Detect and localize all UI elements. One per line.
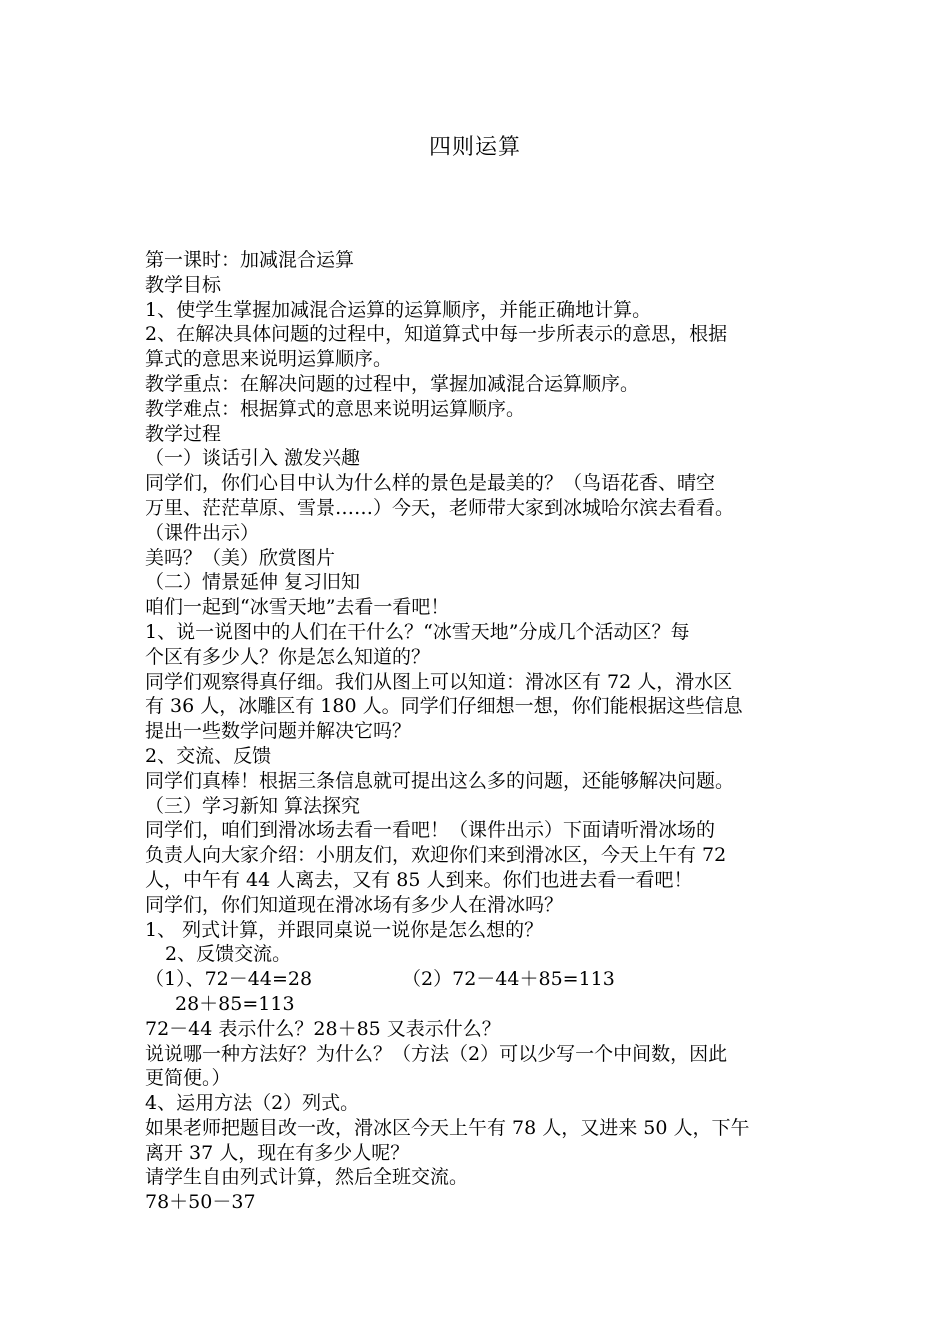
paragraph-line: 万里、茫茫草原、雪景……）今天，老师带大家到冰城哈尔滨去看看。 bbox=[145, 496, 735, 519]
document-body bbox=[145, 248, 825, 1215]
paragraph-line: 个区有多少人？你是怎么知道的？ bbox=[145, 645, 431, 668]
paragraph-line: 2、反馈交流。 bbox=[165, 943, 292, 966]
paragraph-line: 1、使学生掌握加减混合运算的运算顺序，并能正确地计算。 bbox=[145, 298, 652, 321]
paragraph-line: 同学们，你们知道现在滑冰场有多少人在滑冰吗？ bbox=[145, 893, 564, 916]
paragraph-line: 1、 列式计算，并跟同桌说一说你是怎么想的？ bbox=[145, 918, 544, 941]
paragraph-line: 离开 37 人，现在有多少人呢？ bbox=[145, 1141, 410, 1164]
paragraph-line: 同学们，你们心目中认为什么样的景色是最美的？（鸟语花香、晴空 bbox=[145, 472, 716, 495]
paragraph-line: （课件出示） bbox=[145, 521, 260, 544]
subsection-heading: （二）情景延伸 复习旧知 bbox=[145, 571, 361, 594]
calculation-expression: 78＋50－37 bbox=[145, 1191, 256, 1214]
paragraph-line: 4、运用方法（2）列式。 bbox=[145, 1092, 360, 1115]
calculation-step: 28＋85=113 bbox=[175, 992, 295, 1015]
paragraph-line: 咱们一起到“冰雪天地”去看一看吧！ bbox=[145, 596, 450, 619]
paragraph-line: 1、说一说图中的人们在干什么？“冰雪天地”分成几个活动区？每 bbox=[145, 620, 690, 643]
paragraph-line: 更简便。） bbox=[145, 1067, 231, 1090]
paragraph-line: 负责人向大家介绍：小朋友们，欢迎你们来到滑冰区，今天上午有 72 bbox=[145, 844, 727, 867]
paragraph-line: 说说哪一种方法好？为什么？（方法（2）可以少写一个中间数，因此 bbox=[145, 1042, 728, 1065]
paragraph-line: 同学们真棒！根据三条信息就可提出这么多的问题，还能够解决问题。 bbox=[145, 769, 735, 792]
paragraph-line: 2、交流、反馈 bbox=[145, 744, 272, 767]
paragraph-line: 提出一些数学问题并解决它吗？ bbox=[145, 720, 412, 743]
subsection-heading: （三）学习新知 算法探究 bbox=[145, 794, 361, 817]
section-heading: 教学目标 bbox=[145, 273, 222, 296]
paragraph-line: 教学难点：根据算式的意思来说明运算顺序。 bbox=[145, 397, 526, 420]
paragraph-line: 如果老师把题目改一改，滑冰区今天上午有 78 人，又进来 50 人，下午 bbox=[145, 1116, 750, 1139]
section-heading: 教学过程 bbox=[145, 422, 222, 445]
paragraph-line: 同学们观察得真仔细。我们从图上可以知道：滑冰区有 72 人，滑水区 bbox=[145, 670, 733, 693]
paragraph-line: 有 36 人，冰雕区有 180 人。同学们仔细想一想，你们能根据这些信息 bbox=[145, 695, 743, 718]
paragraph-line: 2、在解决具体问题的过程中，知道算式中每一步所表示的意思，根据 bbox=[145, 323, 728, 346]
subsection-heading: （一）谈话引入 激发兴趣 bbox=[145, 447, 361, 470]
calculation-method-1: （1）、72－44=28 bbox=[145, 968, 313, 991]
paragraph-line: 教学重点：在解决问题的过程中，掌握加减混合运算顺序。 bbox=[145, 372, 640, 395]
paragraph-line: 同学们，咱们到滑冰场去看一看吧！（课件出示）下面请听滑冰场的 bbox=[145, 819, 716, 842]
paragraph-line: 72－44 表示什么？28＋85 又表示什么？ bbox=[145, 1017, 501, 1040]
calculation-row bbox=[145, 967, 825, 992]
document-title: 四则运算 bbox=[428, 135, 521, 160]
lesson-heading: 第一课时：加减混合运算 bbox=[145, 249, 355, 271]
paragraph-line: 请学生自由列式计算，然后全班交流。 bbox=[145, 1166, 469, 1189]
paragraph-line: 美吗？（美）欣赏图片 bbox=[145, 546, 336, 569]
calculation-method-2: （2）72－44＋85=113 bbox=[402, 968, 615, 991]
paragraph-line: 人，中午有 44 人离去，又有 85 人到来。你们也进去看一看吧！ bbox=[145, 868, 693, 891]
paragraph-line: 算式的意思来说明运算顺序。 bbox=[145, 348, 393, 371]
